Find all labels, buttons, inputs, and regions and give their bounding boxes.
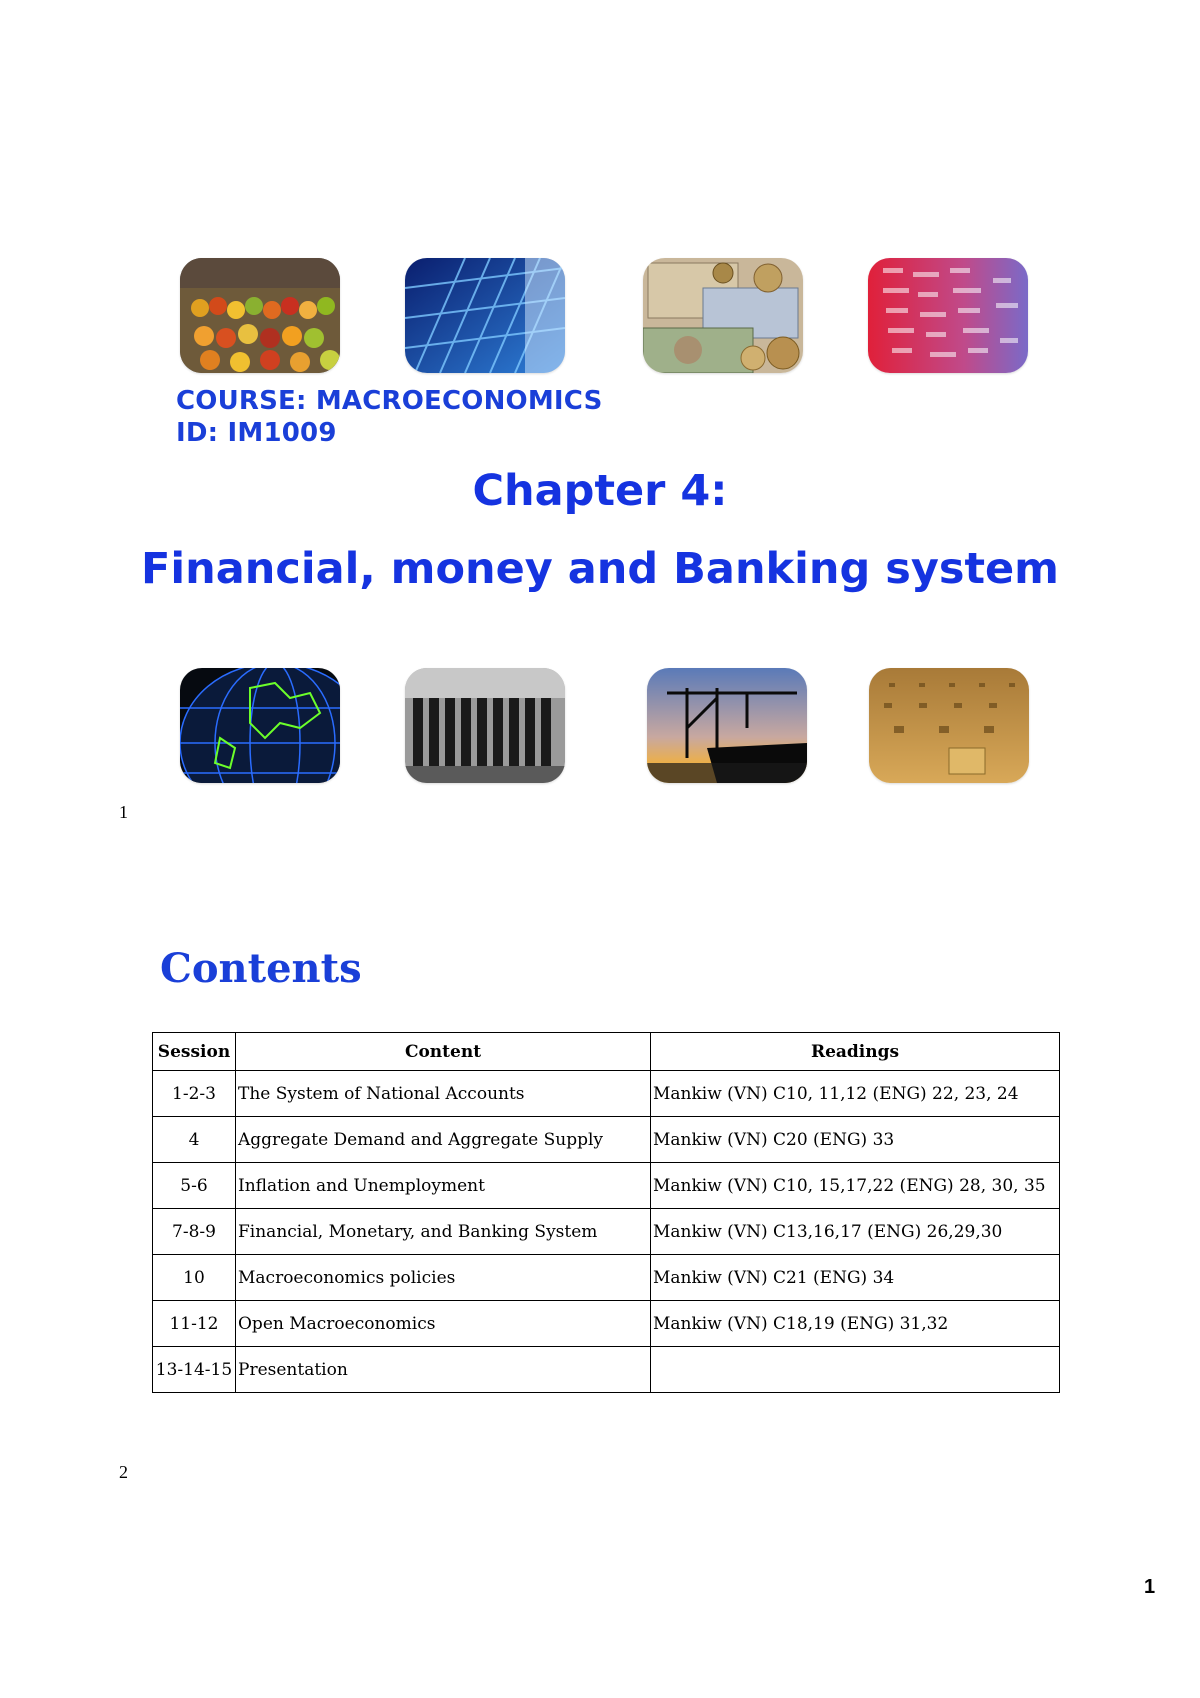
- fruit-market-photo: [180, 258, 340, 373]
- green-wireframe-globe-photo: [180, 668, 340, 783]
- readings-cell: Mankiw (VN) C10, 15,17,22 (ENG) 28, 30, 35: [651, 1163, 1060, 1209]
- readings-cell: Mankiw (VN) C21 (ENG) 34: [651, 1255, 1060, 1301]
- readings-cell: Mankiw (VN) C18,19 (ENG) 31,32: [651, 1301, 1060, 1347]
- content-cell: Aggregate Demand and Aggregate Supply: [236, 1117, 651, 1163]
- content-cell: Presentation: [236, 1347, 651, 1393]
- course-line: COURSE: MACROECONOMICS: [176, 386, 603, 416]
- port-crane-sunset-photo: [647, 668, 807, 783]
- content-cell: The System of National Accounts: [236, 1071, 651, 1117]
- table-row: [153, 1071, 1060, 1117]
- session-cell: 7-8-9: [153, 1209, 236, 1255]
- readings-header: Readings: [651, 1033, 1060, 1071]
- readings-cell: Mankiw (VN) C13,16,17 (ENG) 26,29,30: [651, 1209, 1060, 1255]
- session-cell: 13-14-15: [153, 1347, 236, 1393]
- chapter-title: Financial, money and Banking system: [141, 544, 1059, 594]
- session-cell: 1-2-3: [153, 1071, 236, 1117]
- session-cell: 5-6: [153, 1163, 236, 1209]
- slide-number-2: 2: [119, 1462, 128, 1482]
- table-row: [153, 1347, 1060, 1393]
- contents-title: Contents: [160, 945, 362, 992]
- table-row: [153, 1117, 1060, 1163]
- hay-bales-field-photo: [869, 668, 1029, 783]
- page-number: 1: [1144, 1576, 1156, 1598]
- content-cell: Open Macroeconomics: [236, 1301, 651, 1347]
- syllabus-table: [152, 1032, 1060, 1393]
- content-cell: Financial, Monetary, and Banking System: [236, 1209, 651, 1255]
- readings-cell: [651, 1347, 1060, 1393]
- session-header: Session: [153, 1033, 236, 1071]
- session-cell: 10: [153, 1255, 236, 1301]
- content-header: Content: [236, 1033, 651, 1071]
- blue-grid-chart-photo: [405, 258, 565, 373]
- session-cell: 11-12: [153, 1301, 236, 1347]
- chapter-number: Chapter 4:: [472, 466, 728, 516]
- currency-notes-coins-photo: [643, 258, 803, 373]
- bottles-production-line-photo: [405, 668, 565, 783]
- slide-number-1: 1: [119, 802, 128, 822]
- table-row: [153, 1163, 1060, 1209]
- content-cell: Inflation and Unemployment: [236, 1163, 651, 1209]
- readings-cell: Mankiw (VN) C20 (ENG) 33: [651, 1117, 1060, 1163]
- session-cell: 4: [153, 1117, 236, 1163]
- red-stock-ticker-photo: [868, 258, 1028, 373]
- readings-cell: Mankiw (VN) C10, 11,12 (ENG) 22, 23, 24: [651, 1071, 1060, 1117]
- table-row: [153, 1209, 1060, 1255]
- table-row: [153, 1301, 1060, 1347]
- table-header-row: [153, 1033, 1060, 1071]
- content-cell: Macroeconomics policies: [236, 1255, 651, 1301]
- table-row: [153, 1255, 1060, 1301]
- course-id-line: ID: IM1009: [176, 418, 337, 448]
